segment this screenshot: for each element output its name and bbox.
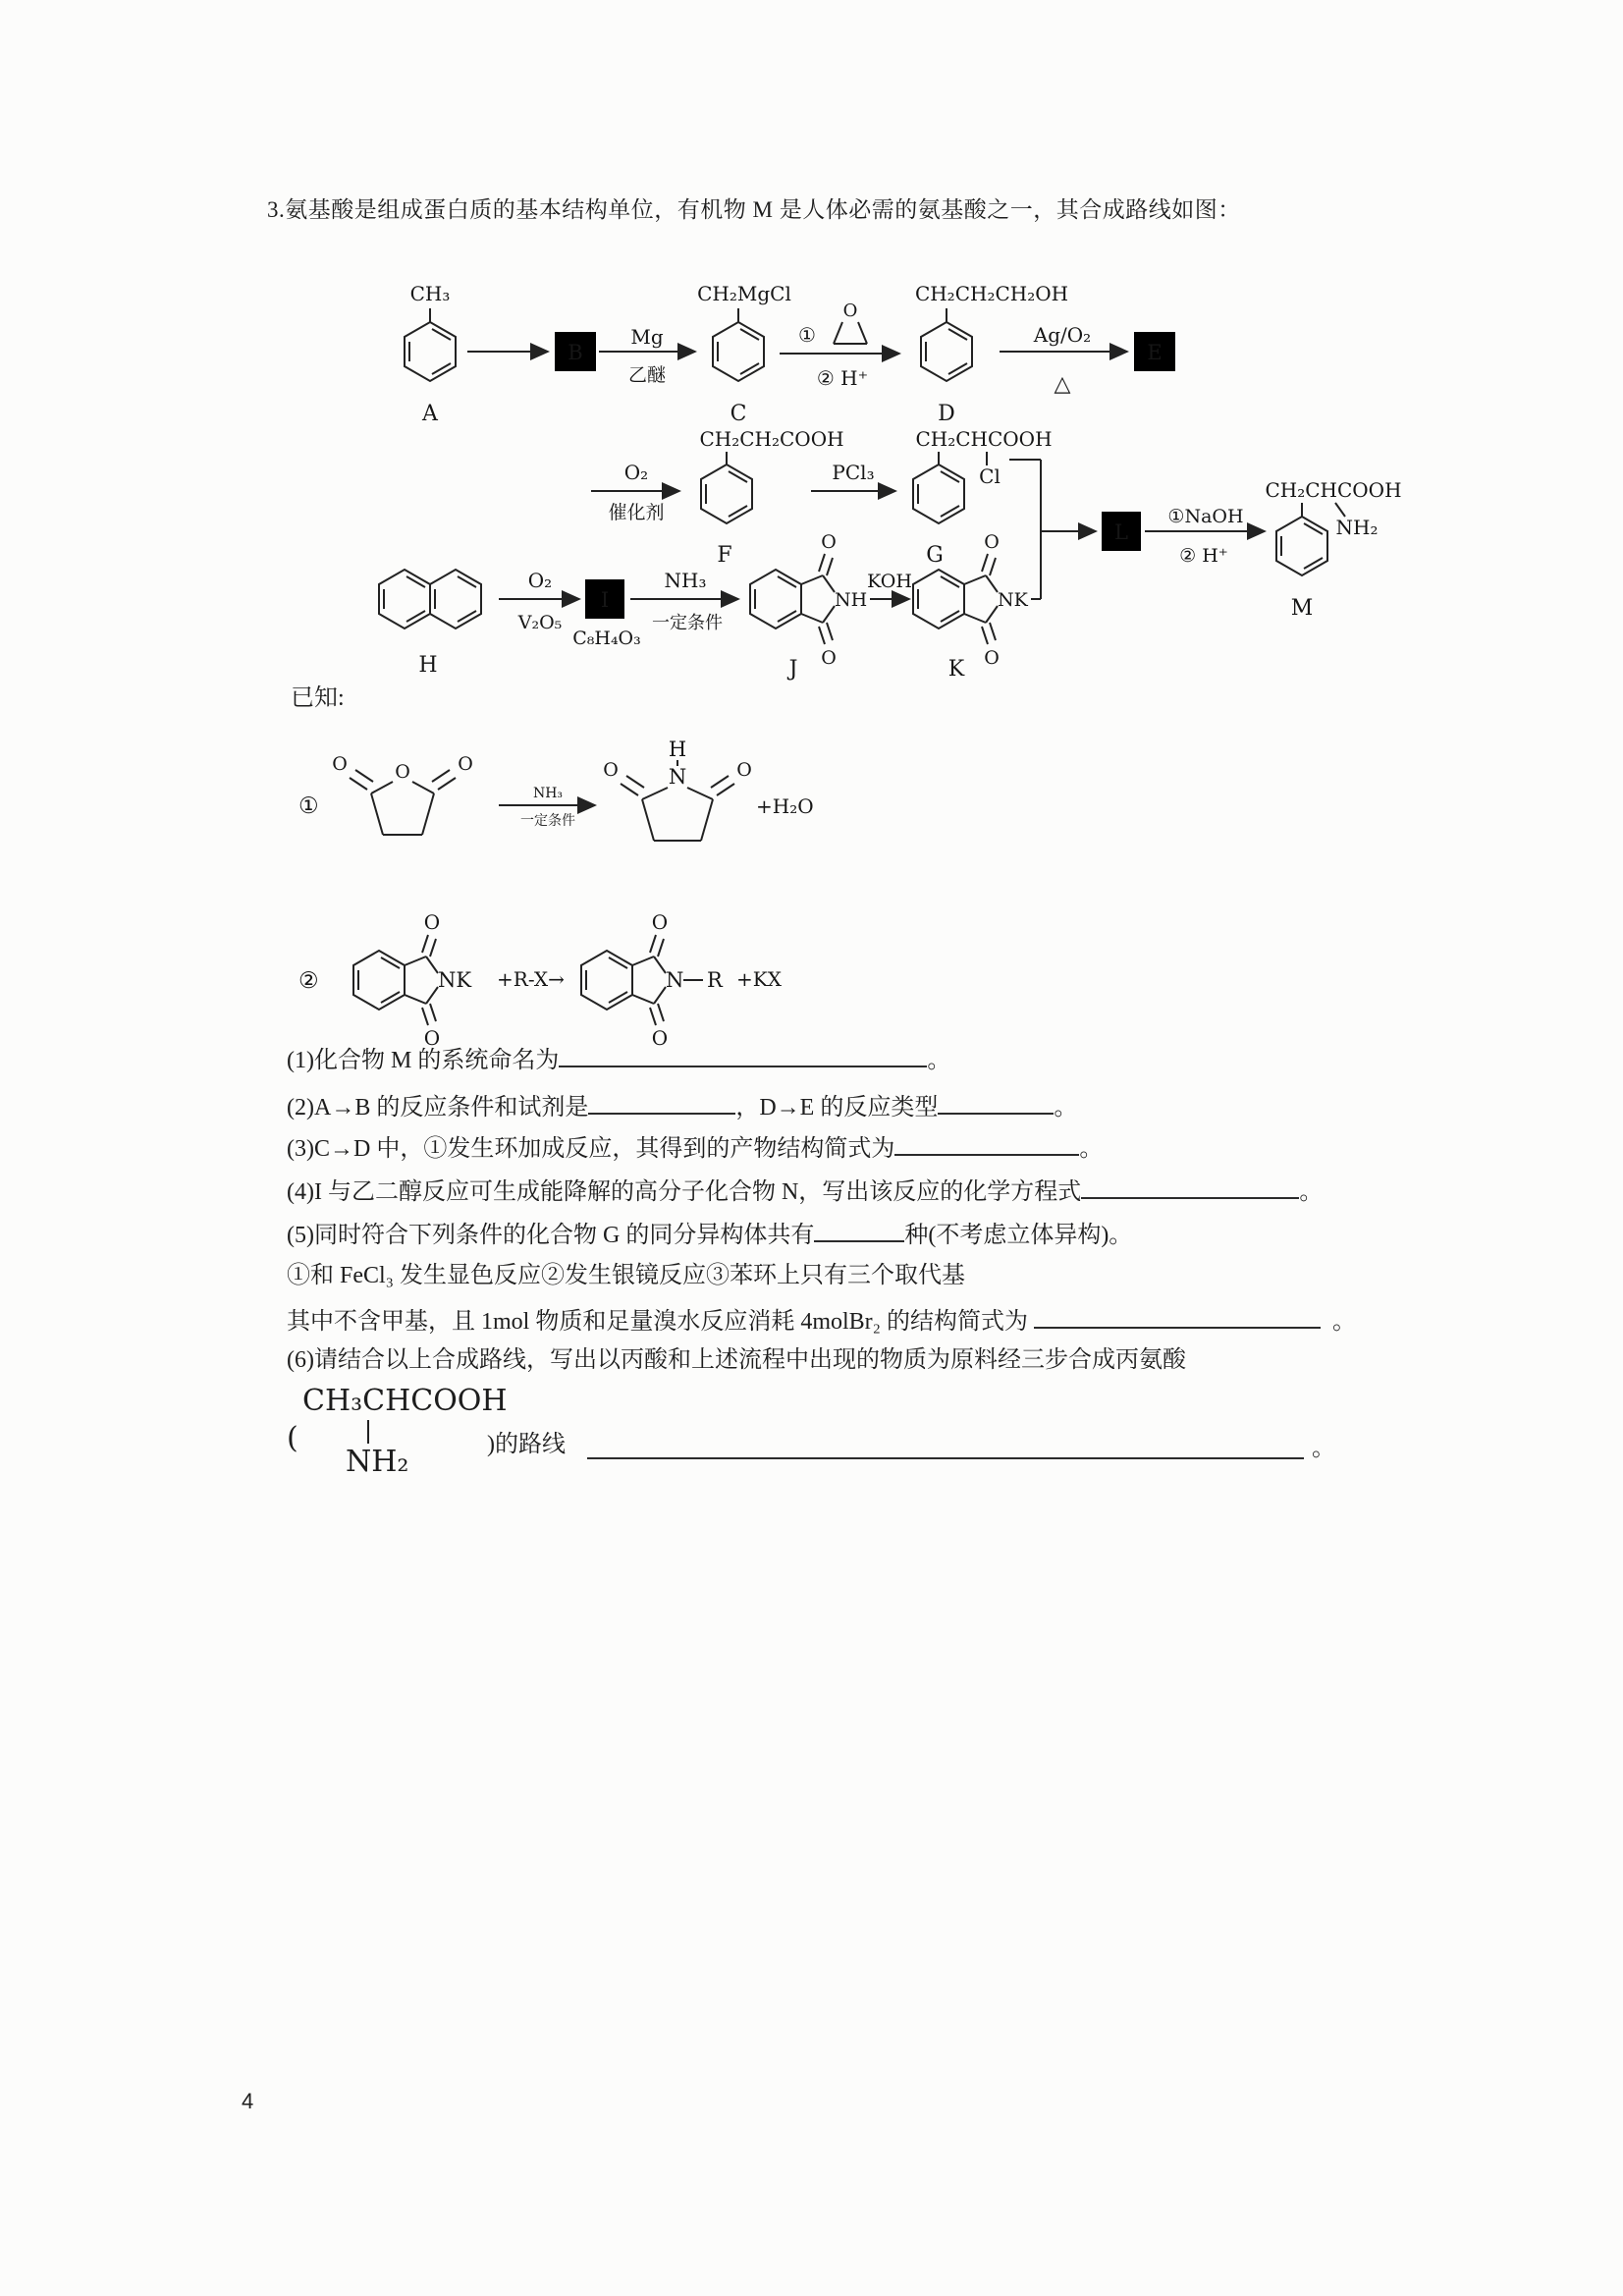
k2-o-top: O	[423, 910, 441, 934]
ij-condition: 一定条件	[652, 613, 723, 633]
m-amino-group: NH₂	[1335, 516, 1379, 539]
question-5-text-2: 种(不考虑立体异构)。	[904, 1223, 1133, 1249]
cd-step2: ② H⁺	[816, 366, 869, 390]
paren-close-route: )的路线	[487, 1432, 566, 1457]
imide-o-right: O	[736, 759, 752, 781]
ef-catalyst: 催化剂	[608, 502, 665, 523]
ef-reagent-o2: O₂	[623, 461, 649, 484]
arrow-l-to-m	[1145, 506, 1265, 567]
condition-ether: 乙醚	[627, 364, 667, 386]
j-carbonyl-o-top: O	[821, 531, 837, 553]
anhydride-o-left: O	[332, 753, 348, 775]
p2-o-bottom: O	[651, 1026, 669, 1050]
jk-reagent-koh: KOH	[867, 571, 912, 592]
known-heading: 已知:	[291, 685, 345, 711]
arrow-h-to-i	[499, 569, 579, 633]
potassium-phthalimide-structure	[353, 910, 471, 1050]
g-label: G	[926, 543, 944, 568]
known1-number: ①	[298, 793, 319, 819]
answer-blank	[588, 1088, 735, 1115]
period: 。	[1332, 1309, 1357, 1336]
i-molecular-formula: C₈H₄O₃	[572, 628, 641, 649]
question-5	[287, 1216, 1132, 1250]
answer-blank	[1081, 1173, 1299, 1199]
p2-n: N	[666, 968, 684, 992]
f-label: F	[717, 543, 732, 568]
answer-blank	[559, 1041, 927, 1067]
answer-blank	[1034, 1302, 1321, 1329]
question-3	[287, 1129, 1103, 1164]
imide-n: N	[668, 765, 687, 789]
known1-arrow	[499, 786, 595, 829]
delta-heat-symbol: △	[1054, 372, 1071, 397]
compound-m-phenylalanine	[1265, 478, 1401, 621]
compound-h-naphthalene	[379, 570, 481, 678]
n-alkyl-phthalimide-structure	[581, 910, 724, 1050]
arrow-i-to-j	[630, 569, 738, 633]
c-n-bond	[367, 1420, 369, 1444]
question-5-line2-text: 其中不含甲基，且 1mol 物质和足量溴水反应消耗 4molBr₂ 的结构简式为	[287, 1309, 1029, 1336]
hi-reagent-o2: O₂	[527, 569, 553, 592]
known1-reagent-nh3: NH₃	[532, 786, 564, 801]
compound-c-grignard	[697, 282, 791, 426]
arrow-f-to-g	[811, 461, 895, 491]
p2-o-top: O	[651, 910, 669, 934]
answer-blank	[814, 1216, 904, 1242]
g-substituent: CH₂CHCOOH	[915, 427, 1053, 451]
c-label: C	[730, 402, 747, 426]
k2-o-bottom: O	[423, 1026, 441, 1050]
question-5-line2	[287, 1302, 1356, 1337]
question-1-text: (1)化合物 M 的系统命名为	[287, 1048, 560, 1074]
arrow-c-to-d	[780, 301, 899, 390]
known2-number: ②	[298, 968, 319, 994]
i-box-label: I	[600, 588, 610, 612]
hi-catalyst-v2o5: V₂O₅	[517, 612, 563, 633]
d-label: D	[938, 402, 955, 426]
known2-plus-kx: +KX	[736, 967, 782, 991]
a-substituent: CH₃	[409, 282, 451, 305]
l-box-label: L	[1114, 520, 1128, 544]
page-number: 4	[242, 2089, 254, 2113]
succinimide-structure	[603, 738, 752, 841]
compound-e-box	[1134, 332, 1175, 371]
d-substituent: CH₂CH₂CH₂OH	[914, 282, 1069, 305]
reagent-mg: Mg	[630, 325, 664, 349]
compound-g-chloro-acid	[913, 427, 1053, 568]
k2-nk-group: NK	[438, 968, 472, 992]
question-2	[287, 1088, 1077, 1122]
fg-reagent-pcl3: PCl₃	[832, 461, 875, 484]
j-label: J	[788, 657, 798, 682]
c-substituent: CH₂MgCl	[697, 282, 791, 305]
answer-blank	[587, 1430, 1304, 1459]
anhydride-o-right: O	[458, 753, 473, 775]
question-4-text: (4)I 与乙二醇反应可生成能降解的高分子化合物 N，写出该反应的化学方程式	[287, 1179, 1082, 1206]
j-carbonyl-o-bottom: O	[821, 647, 837, 669]
known-reaction-1-diagram	[293, 729, 823, 881]
period: 。	[1054, 1095, 1078, 1121]
question-2-text: (2)A→B 的反应条件和试剂是	[287, 1095, 589, 1121]
alanine-formula: CH₃CHCOOH	[302, 1384, 508, 1418]
cd-step1: ①	[798, 323, 816, 347]
anhydride-ring-oxygen: O	[395, 761, 410, 783]
synthesis-scheme-diagram	[353, 253, 1402, 682]
known1-condition: 一定条件	[520, 813, 575, 829]
alanine-amino-group: NH₂	[346, 1445, 409, 1479]
g-chlorine: Cl	[979, 465, 1001, 488]
compound-l-box	[1102, 512, 1141, 551]
ethylene-oxide-structure	[834, 301, 867, 344]
arrow-e-to-f	[591, 461, 679, 523]
question-2-text-2: ，D→E 的反应类型	[735, 1095, 939, 1121]
compound-i-box	[572, 579, 641, 649]
e-box-label: E	[1147, 341, 1163, 364]
m-substituent: CH₂CHCOOH	[1265, 478, 1402, 502]
question-5-text: (5)同时符合下列条件的化合物 G 的同分异构体共有	[287, 1223, 815, 1249]
arrow-d-to-e	[1000, 323, 1127, 397]
succinic-anhydride-structure	[332, 753, 473, 835]
b-box-label: B	[568, 341, 583, 364]
question-6: (6)请结合以上合成路线，写出以丙酸和上述流程中出现的物质为原料经三步合成丙氨酸	[287, 1347, 1186, 1373]
compound-a-toluene	[405, 282, 456, 426]
question-5-conditions: ①和 FeCl₃ 发生显色反应②发生银镜反应③苯环上只有三个取代基	[287, 1263, 966, 1288]
bracket-g-k-junction	[1009, 460, 1096, 599]
compound-d-phenylpropanol	[915, 282, 1068, 426]
a-label: A	[422, 402, 438, 426]
answer-blank	[938, 1088, 1054, 1115]
lm-step2-h: ② H⁺	[1179, 545, 1228, 567]
lm-step1-naoh: ①NaOH	[1167, 506, 1244, 527]
k-label: K	[947, 657, 965, 682]
k-carbonyl-o-top: O	[984, 531, 1000, 553]
arrow-j-to-k	[867, 571, 912, 599]
answer-blank	[894, 1129, 1079, 1156]
compound-j-phthalimide	[750, 531, 867, 682]
known1-plus-water: +H₂O	[756, 794, 814, 818]
arrow-b-to-c	[599, 325, 695, 386]
period: 。	[1312, 1436, 1335, 1461]
m-label: M	[1290, 596, 1314, 621]
h-label: H	[418, 653, 438, 678]
p2-r-group: R	[707, 968, 723, 992]
period: 。	[1299, 1179, 1324, 1206]
period: 。	[1079, 1136, 1104, 1163]
imide-h: H	[668, 738, 687, 761]
k-carbonyl-o-bottom: O	[984, 647, 1000, 669]
j-nh-group: NH	[835, 589, 868, 611]
ij-reagent-nh3: NH₃	[664, 569, 707, 592]
question-title: 3.氨基酸是组成蛋白质的基本结构单位，有机物 M 是人体必需的氨基酸之一，其合成路线如图：	[267, 197, 1241, 222]
imide-o-left: O	[603, 759, 619, 781]
question-1	[287, 1041, 950, 1075]
compound-b-box	[555, 332, 596, 371]
k-nk-group: NK	[998, 589, 1028, 611]
known2-plus-rx: +R-X→	[497, 967, 565, 991]
paren-open: (	[287, 1421, 298, 1455]
question-3-text: (3)C→D 中，①发生环加成反应，其得到的产物结构简式为	[287, 1136, 895, 1163]
de-reagent: Ag/O₂	[1033, 323, 1092, 347]
epoxide-oxygen: O	[842, 301, 858, 321]
f-substituent: CH₂CH₂COOH	[699, 427, 844, 451]
period: 。	[927, 1048, 951, 1074]
question-4	[287, 1173, 1323, 1207]
